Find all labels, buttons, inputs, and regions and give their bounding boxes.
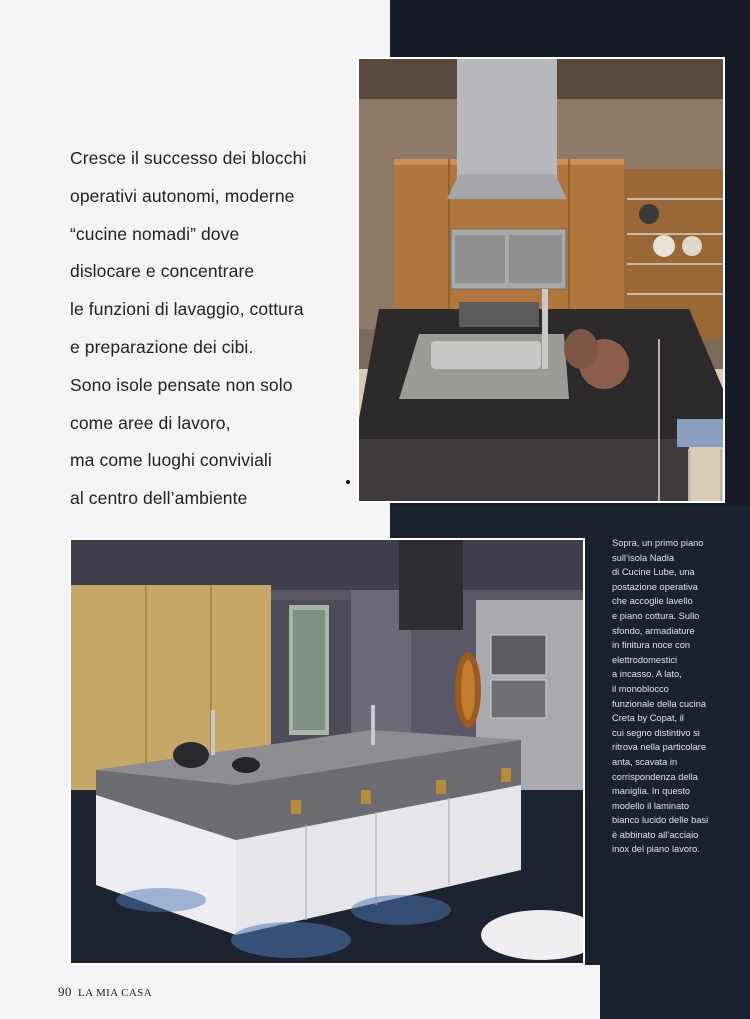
intro-line: “cucine nomadi” dove — [70, 223, 240, 244]
caption-line: sull’isola Nadia — [612, 552, 675, 563]
end-bullet — [346, 480, 350, 484]
caption-line: il monoblocco — [612, 683, 669, 694]
page-number: 90 — [58, 984, 72, 999]
caption-line: a incasso. A lato, — [612, 669, 682, 680]
caption-line: cui segno distintivo si — [612, 727, 700, 738]
intro-line: Cresce il successo dei blocchi — [70, 148, 307, 168]
photo-kitchen-island-nadia — [357, 57, 725, 503]
caption-line: ritrova nella particolare — [612, 742, 707, 753]
caption-line: che accoglie lavello — [612, 596, 693, 607]
caption-line: anta, scavata in — [612, 756, 678, 767]
magazine-name: LA MIA CASA — [77, 987, 153, 999]
intro-line: come aree di lavoro, — [70, 412, 231, 433]
caption-line: di Cucine Lube, una — [612, 567, 695, 578]
caption-line: maniglia. In questo — [612, 786, 691, 797]
intro-line: dislocare e concentrare — [70, 261, 255, 282]
intro-line: operativi autonomi, moderne — [70, 185, 295, 206]
page-footer — [58, 984, 152, 1000]
caption-line: è abbinato all’acciaio — [612, 829, 699, 840]
caption-line: sfondo, armadiature — [612, 625, 695, 636]
intro-line: al centro dell’ambiente — [70, 488, 248, 509]
intro-paragraph — [70, 140, 350, 518]
caption-line: elettrodomestici — [612, 654, 678, 665]
caption-line: bianco lucido delle basi — [612, 815, 709, 826]
caption-line: e piano cottura. Sullo — [612, 610, 700, 621]
caption-line: modello il laminato — [612, 800, 689, 811]
photo-caption — [612, 536, 742, 857]
caption-line: in finitura noce con — [612, 640, 691, 651]
caption-line: funzionale della cucina — [612, 698, 707, 709]
caption-line: postazione operativa — [612, 581, 698, 592]
intro-line: Sono isole pensate non solo — [70, 374, 293, 395]
caption-line: Creta by Copat, il — [612, 713, 684, 724]
photo-kitchen-creta-copat — [69, 538, 585, 965]
intro-line: e preparazione dei cibi. — [70, 336, 254, 357]
caption-line: Sopra, un primo piano — [612, 538, 704, 548]
intro-line: ma come luoghi conviviali — [70, 450, 272, 471]
caption-line: corrispondenza della — [612, 771, 698, 782]
intro-line: le funzioni di lavaggio, cottura — [70, 299, 304, 320]
caption-line: inox del piano lavoro. — [612, 844, 700, 855]
